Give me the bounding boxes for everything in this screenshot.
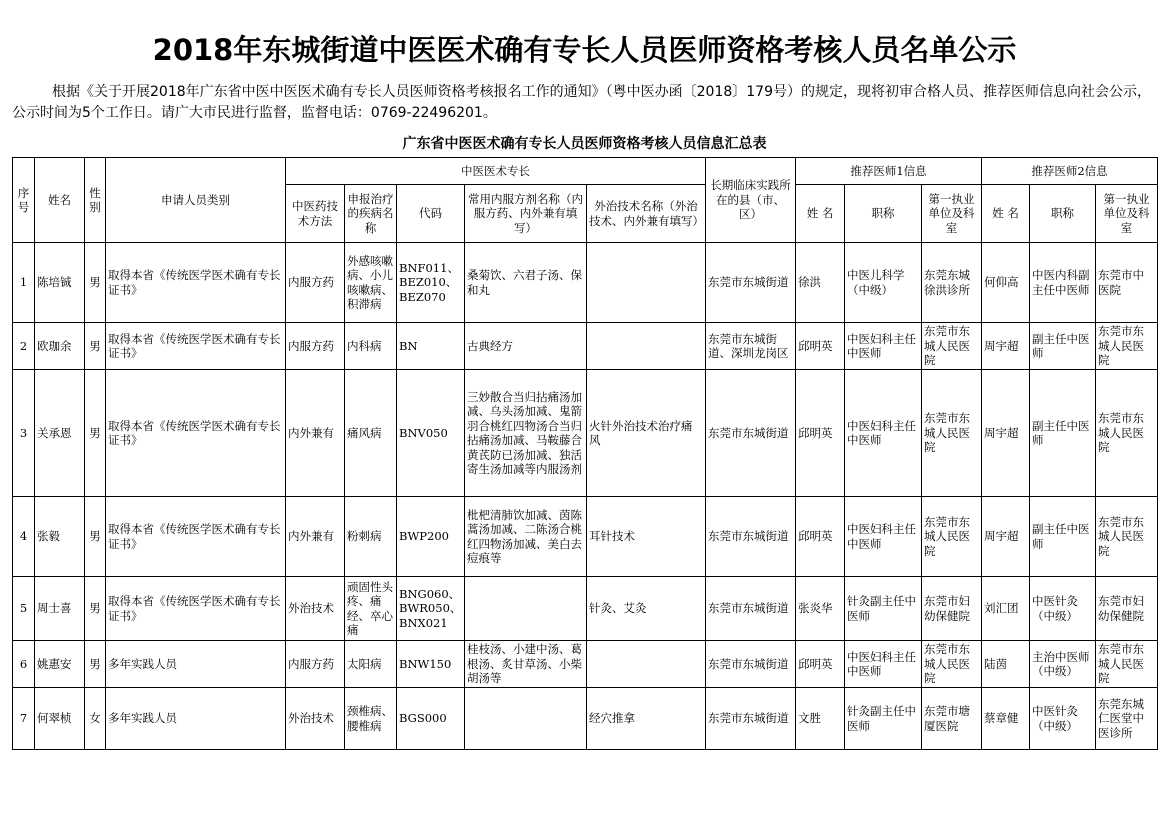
cell-text: 7 (19, 711, 28, 726)
cell-text: 周宇超 (984, 529, 1019, 544)
cell-text: 东莞东城仁医堂中医诊所 (1098, 696, 1145, 740)
cell-text: 东莞市东城人民医院 (924, 642, 971, 686)
cell-text: 中医妇科主任中医师 (847, 331, 917, 360)
cell-r2-unit (1096, 641, 1158, 688)
cell-category (106, 323, 286, 370)
cell-external-tech (587, 243, 706, 323)
cell-text: 多年实践人员 (108, 711, 177, 726)
cell-r2-name (982, 688, 1030, 750)
cell-text: 东莞市东城人民医院 (924, 324, 971, 368)
cell-text: 邱明英 (798, 425, 833, 440)
cell-text: 中医妇科主任中医师 (847, 418, 917, 447)
cell-text: 取得本省《传统医学医术确有专长证书》 (108, 331, 281, 360)
cell-method (286, 497, 345, 577)
cell-text: 男 (89, 656, 101, 671)
cell-r1-title (845, 577, 922, 641)
cell-r1-unit (922, 641, 982, 688)
cell-text: 古典经方 (467, 338, 513, 353)
cell-code (397, 497, 465, 577)
cell-text: BNV050 (399, 425, 448, 440)
cell-category (106, 370, 286, 497)
cell-disease (345, 370, 397, 497)
cell-r1-title (845, 370, 922, 497)
cell-method (286, 688, 345, 750)
cell-internal-rx (465, 323, 587, 370)
cell-text: 男 (89, 529, 101, 544)
cell-seq (13, 641, 35, 688)
cell-text: 邱明英 (798, 656, 833, 671)
cell-seq (13, 243, 35, 323)
cell-gender (85, 323, 106, 370)
cell-name (35, 243, 85, 323)
cell-external-tech (587, 688, 706, 750)
cell-disease (345, 323, 397, 370)
cell-r1-name (796, 497, 845, 577)
cell-text: 邱明英 (798, 338, 833, 353)
cell-text: 东莞市妇幼保健院 (924, 594, 971, 623)
cell-text: 何仰高 (984, 275, 1019, 290)
cell-text: 副主任中医师 (1032, 418, 1090, 447)
cell-r1-unit (922, 370, 982, 497)
cell-text: 2 (19, 338, 28, 353)
cell-text: 桂枝汤、小建中汤、葛根汤、炙甘草汤、小柴胡汤等 (467, 642, 582, 686)
cell-r2-title (1030, 641, 1096, 688)
cell-disease (345, 577, 397, 641)
cell-name (35, 641, 85, 688)
cell-seq (13, 577, 35, 641)
cell-text: 副主任中医师 (1032, 522, 1090, 551)
cell-internal-rx (465, 577, 587, 641)
cell-text: 蔡章健 (984, 711, 1019, 726)
cell-text: 颈椎病、腰椎病 (347, 704, 393, 733)
cell-r2-unit (1096, 243, 1158, 323)
table-row (13, 497, 1158, 577)
cell-r2-title (1030, 577, 1096, 641)
cell-internal-rx (465, 688, 587, 750)
cell-external-tech (587, 577, 706, 641)
cell-text: 东莞市东城人民医院 (924, 411, 971, 455)
header-disease: 申报治疗的疾病名称 (345, 185, 397, 243)
cell-text: 刘汇团 (984, 601, 1019, 616)
cell-text: 东莞市东城人民医院 (1098, 514, 1145, 558)
cell-name (35, 577, 85, 641)
cell-text: 中医儿科学（中级） (847, 268, 905, 297)
cell-r2-name (982, 370, 1030, 497)
cell-text: 针灸、艾灸 (589, 601, 647, 616)
cell-text: 何翠桢 (37, 711, 72, 726)
header-specialty-group: 中医医术专长 (286, 158, 706, 185)
cell-code (397, 688, 465, 750)
cell-seq (13, 370, 35, 497)
cell-text: 1 (19, 275, 28, 290)
cell-text: 取得本省《传统医学医术确有专长证书》 (108, 522, 281, 551)
cell-text: 陆茵 (984, 656, 1008, 671)
cell-code (397, 641, 465, 688)
cell-internal-rx (465, 497, 587, 577)
cell-text: BN (399, 338, 418, 353)
cell-method (286, 641, 345, 688)
header-code: 代码 (397, 185, 465, 243)
header-gender: 性别 (85, 158, 106, 243)
cell-r1-name (796, 370, 845, 497)
notice-paragraph: 根据《关于开展2018年广东省中医中医医术确有专长人员医师资格考核报名工作的通知》（粤中医办函〔2018〕179号）的规定，现将初审合格人员、推荐医师信息向社会公示，公示时间为5个工作日。请广大市民进行监督，监督电话：0769-22496201。 (12, 84, 1151, 121)
cell-text: 中医妇科主任中医师 (847, 522, 917, 551)
cell-text: 副主任中医师 (1032, 331, 1090, 360)
cell-text: 取得本省《传统医学医术确有专长证书》 (108, 268, 281, 297)
table-row (13, 688, 1158, 750)
cell-r2-unit (1096, 370, 1158, 497)
cell-text: 三妙散合当归拈痛汤加减、乌头汤加减、鬼箭羽合桃红四物汤合当归拈痛汤加减、马鞍藤合黄芪防已汤加减、独活寄生汤加减等内服汤剂 (467, 389, 582, 476)
cell-method (286, 323, 345, 370)
cell-gender (85, 577, 106, 641)
cell-category (106, 688, 286, 750)
cell-category (106, 577, 286, 641)
header-referee1-title: 职称 (845, 185, 922, 243)
cell-external-tech (587, 641, 706, 688)
cell-text: 粉刺病 (347, 529, 382, 544)
cell-text: 东莞市东城街道 (708, 711, 789, 726)
cell-text: 东莞市东城街道 (708, 656, 789, 671)
cell-county (706, 370, 796, 497)
cell-text: 东莞市东城人民医院 (1098, 642, 1145, 686)
header-referee2-name: 姓 名 (982, 185, 1030, 243)
cell-text: 东莞市东城人民医院 (1098, 411, 1145, 455)
cell-gender (85, 688, 106, 750)
cell-text: 女 (89, 711, 101, 726)
table-row (13, 323, 1158, 370)
cell-r1-unit (922, 323, 982, 370)
cell-text: 内科病 (347, 338, 382, 353)
cell-category (106, 497, 286, 577)
cell-internal-rx (465, 370, 587, 497)
cell-r2-title (1030, 497, 1096, 577)
cell-text: 5 (19, 601, 28, 616)
cell-disease (345, 688, 397, 750)
cell-text: 张毅 (37, 529, 60, 544)
cell-text: 外治技术 (288, 601, 334, 616)
table-row (13, 577, 1158, 641)
cell-text: 张炎华 (798, 601, 833, 616)
cell-disease (345, 497, 397, 577)
cell-r2-unit (1096, 497, 1158, 577)
cell-internal-rx (465, 641, 587, 688)
table-row (13, 243, 1158, 323)
cell-disease (345, 243, 397, 323)
cell-text: BNF011、BEZ010、BEZ070 (399, 260, 459, 304)
header-method: 中医药技术方法 (286, 185, 345, 243)
header-referee2-group: 推荐医师2信息 (982, 158, 1158, 185)
cell-r1-title (845, 323, 922, 370)
cell-county (706, 243, 796, 323)
cell-text: 取得本省《传统医学医术确有专长证书》 (108, 418, 281, 447)
cell-seq (13, 497, 35, 577)
cell-text: 男 (89, 275, 101, 290)
cell-r2-title (1030, 370, 1096, 497)
cell-r2-unit (1096, 323, 1158, 370)
cell-external-tech (587, 497, 706, 577)
cell-county (706, 323, 796, 370)
cell-internal-rx (465, 243, 587, 323)
cell-code (397, 370, 465, 497)
header-category: 申请人员类别 (106, 158, 286, 243)
cell-text: 取得本省《传统医学医术确有专长证书》 (108, 594, 281, 623)
cell-name (35, 497, 85, 577)
cell-text: 痛风病 (347, 425, 382, 440)
cell-text: 东莞市东城街道 (708, 425, 789, 440)
cell-text: 东莞市东城街道 (708, 275, 789, 290)
cell-text: 内服方药 (288, 338, 334, 353)
cell-disease (345, 641, 397, 688)
cell-text: 东莞市东城人民医院 (1098, 324, 1145, 368)
cell-text: 中医内科副主任中医师 (1032, 268, 1090, 297)
cell-text: 东莞东城徐洪诊所 (924, 268, 971, 297)
cell-text: 针灸副主任中医师 (847, 594, 917, 623)
cell-code (397, 577, 465, 641)
table-row (13, 641, 1158, 688)
cell-text: 邱明英 (798, 529, 833, 544)
cell-gender (85, 243, 106, 323)
roster-table (12, 157, 1158, 750)
cell-text: 东莞市东城街道 (708, 601, 789, 616)
cell-r2-name (982, 577, 1030, 641)
cell-r1-unit (922, 243, 982, 323)
cell-text: 姚惠安 (37, 656, 72, 671)
header-referee2-unit: 第一执业单位及科室 (1096, 185, 1158, 243)
cell-text: 内服方药 (288, 275, 334, 290)
header-internal-rx: 常用内服方剂名称（内服方药、内外兼有填写） (465, 185, 587, 243)
header-name: 姓名 (35, 158, 85, 243)
cell-external-tech (587, 323, 706, 370)
cell-text: 枇杷清肺饮加减、茵陈蒿汤加减、二陈汤合桃红四物汤加减、美白去痘痕等 (467, 507, 582, 565)
cell-r2-name (982, 641, 1030, 688)
cell-county (706, 641, 796, 688)
cell-category (106, 641, 286, 688)
cell-r1-unit (922, 577, 982, 641)
cell-name (35, 688, 85, 750)
cell-gender (85, 497, 106, 577)
cell-r1-name (796, 323, 845, 370)
cell-r2-title (1030, 323, 1096, 370)
header-referee1-unit: 第一执业单位及科室 (922, 185, 982, 243)
cell-text: 外感咳嗽病、小儿咳嗽病、积滞病 (347, 253, 393, 311)
cell-r1-unit (922, 688, 982, 750)
cell-seq (13, 688, 35, 750)
cell-text: BNW150 (399, 656, 452, 671)
cell-code (397, 243, 465, 323)
cell-county (706, 497, 796, 577)
cell-external-tech (587, 370, 706, 497)
cell-text: 内服方药 (288, 656, 334, 671)
cell-text: 主治中医师（中级） (1032, 649, 1090, 678)
cell-seq (13, 323, 35, 370)
page-title: 2018年东城街道中医医术确有专长人员医师资格考核人员名单公示 (152, 33, 1017, 67)
cell-text: 6 (19, 656, 28, 671)
cell-text: 徐洪 (798, 275, 822, 290)
cell-text: 东莞市妇幼保健院 (1098, 594, 1145, 623)
cell-text: 太阳病 (347, 656, 382, 671)
cell-r2-unit (1096, 688, 1158, 750)
cell-r2-unit (1096, 577, 1158, 641)
header-external-tech: 外治技术名称（外治技术、内外兼有填写） (587, 185, 706, 243)
cell-text: 东莞市东城街道、深圳龙岗区 (708, 331, 789, 360)
cell-text: 中医针灸（中级） (1032, 594, 1079, 623)
cell-r2-title (1030, 688, 1096, 750)
cell-text: 东莞市塘厦医院 (924, 704, 971, 733)
cell-text: 周士喜 (37, 601, 72, 616)
cell-r1-name (796, 641, 845, 688)
cell-r2-name (982, 323, 1030, 370)
cell-r1-title (845, 243, 922, 323)
cell-method (286, 243, 345, 323)
cell-text: 4 (19, 529, 28, 544)
cell-r1-name (796, 577, 845, 641)
cell-r2-name (982, 497, 1030, 577)
cell-name (35, 370, 85, 497)
cell-name (35, 323, 85, 370)
cell-county (706, 688, 796, 750)
cell-text: 周宇超 (984, 338, 1019, 353)
cell-text: BWP200 (399, 529, 449, 544)
cell-text: 东莞市东城街道 (708, 529, 789, 544)
cell-text: BNG060、BWR050、BNX021 (399, 586, 462, 630)
cell-text: 东莞市东城人民医院 (924, 514, 971, 558)
cell-text: 陈培铖 (37, 275, 72, 290)
cell-text: 东莞市中医院 (1098, 268, 1145, 297)
cell-text: 关承恩 (37, 425, 72, 440)
cell-text: 中医妇科主任中医师 (847, 649, 917, 678)
cell-r1-title (845, 688, 922, 750)
cell-text: 周宇超 (984, 425, 1019, 440)
cell-r1-unit (922, 497, 982, 577)
cell-text: 内外兼有 (288, 529, 334, 544)
cell-r1-title (845, 497, 922, 577)
cell-method (286, 370, 345, 497)
cell-county (706, 577, 796, 641)
header-referee1-name: 姓 名 (796, 185, 845, 243)
cell-r1-name (796, 688, 845, 750)
table-row (13, 370, 1158, 497)
cell-code (397, 323, 465, 370)
cell-text: 耳针技术 (589, 529, 635, 544)
cell-gender (85, 370, 106, 497)
cell-r1-name (796, 243, 845, 323)
header-referee2-title: 职称 (1030, 185, 1096, 243)
cell-text: 多年实践人员 (108, 656, 177, 671)
cell-text: 中医针灸（中级） (1032, 704, 1079, 733)
cell-category (106, 243, 286, 323)
cell-text: 文胜 (798, 711, 822, 726)
header-seq: 序号 (13, 158, 35, 243)
cell-r1-title (845, 641, 922, 688)
cell-text: 3 (19, 425, 28, 440)
cell-method (286, 577, 345, 641)
cell-r2-title (1030, 243, 1096, 323)
cell-text: 火针外治技术治疗痛风 (589, 418, 693, 447)
cell-text: 经穴推拿 (589, 711, 635, 726)
cell-text: 男 (89, 338, 101, 353)
header-county: 长期临床实践所在的县（市、区） (706, 158, 796, 243)
cell-text: 顽固性头疼、痛经、卒心痛 (347, 579, 393, 637)
cell-text: 男 (89, 601, 101, 616)
cell-text: 外治技术 (288, 711, 334, 726)
table-title: 广东省中医医术确有专长人员医师资格考核人员信息汇总表 (402, 136, 767, 152)
cell-text: 男 (89, 425, 101, 440)
cell-text: 内外兼有 (288, 425, 334, 440)
cell-text: 桑菊饮、六君子汤、保和丸 (467, 268, 582, 297)
cell-text: BGS000 (399, 711, 447, 726)
cell-r2-name (982, 243, 1030, 323)
cell-text: 欧珈余 (37, 338, 72, 353)
cell-text: 针灸副主任中医师 (847, 704, 917, 733)
cell-gender (85, 641, 106, 688)
header-referee1-group: 推荐医师1信息 (796, 158, 982, 185)
